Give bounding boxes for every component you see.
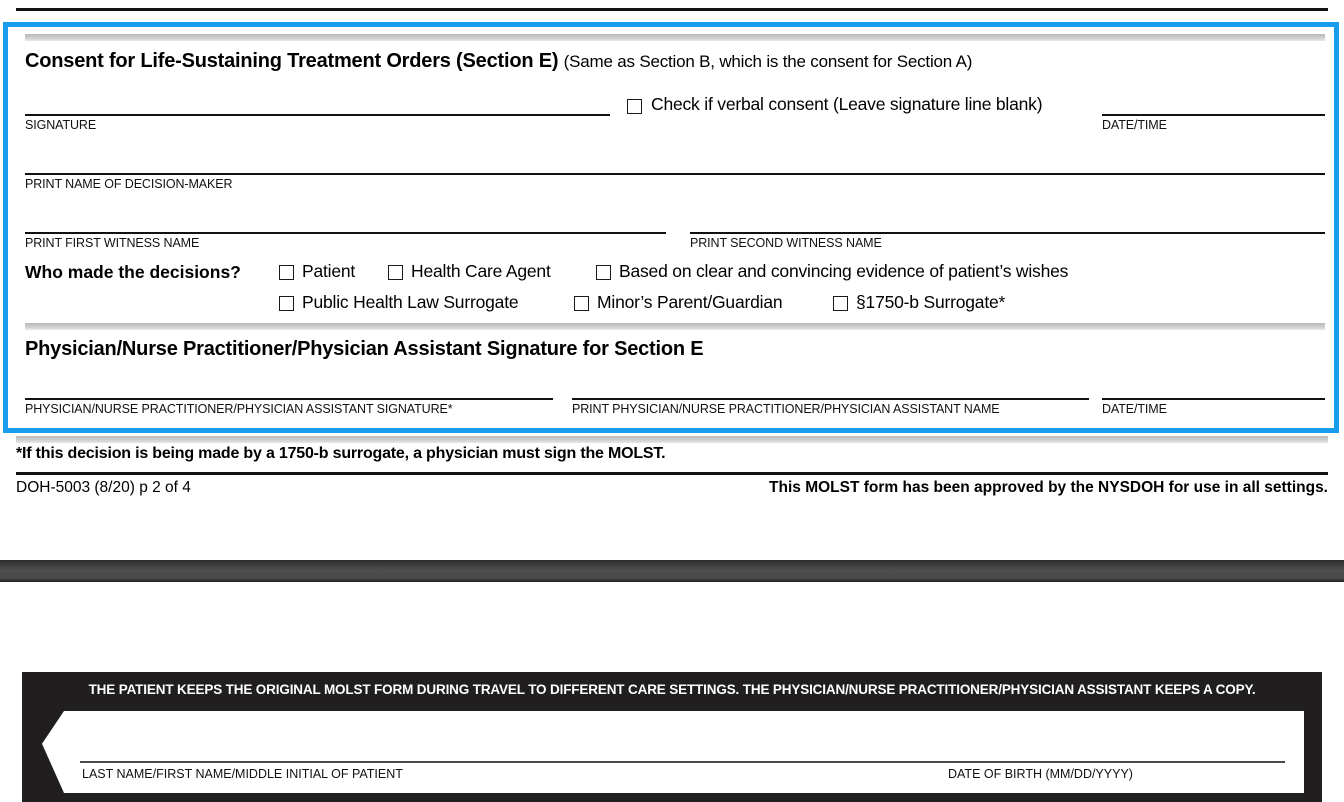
provider-print-name-caption: PRINT PHYSICIAN/NURSE PRACTITIONER/PHYSICIAN ASSISTANT NAME bbox=[572, 402, 1000, 416]
section-divider-bar-top bbox=[25, 34, 1325, 41]
checkbox-1750b-surrogate[interactable] bbox=[833, 296, 848, 311]
verbal-consent-checkbox[interactable] bbox=[627, 99, 642, 114]
section-divider-bar-bottom bbox=[16, 436, 1328, 443]
label-clear-and-convincing-evidence: Based on clear and convincing evidence of patient’s wishes bbox=[619, 261, 1069, 281]
section-e-title bbox=[25, 50, 972, 73]
checkbox-public-health-law-surrogate[interactable] bbox=[279, 296, 294, 311]
patient-identification-line[interactable] bbox=[80, 761, 1285, 763]
decision-maker-name-caption: PRINT NAME OF DECISION-MAKER bbox=[25, 177, 233, 191]
page-top-divider-rule bbox=[16, 8, 1328, 11]
surrogate-footnote: *If this decision is being made by a 1750-b surrogate, a physician must sign the MOLST. bbox=[16, 445, 666, 462]
provider-signature-caption: PHYSICIAN/NURSE PRACTITIONER/PHYSICIAN ASSISTANT SIGNATURE* bbox=[25, 402, 453, 416]
checkbox-health-care-agent[interactable] bbox=[388, 265, 403, 280]
molst-page-3-fragment bbox=[0, 582, 1344, 802]
consent-datetime-line[interactable] bbox=[1102, 114, 1325, 116]
label-1750b-surrogate: §1750-b Surrogate* bbox=[856, 292, 1006, 312]
footer-divider-rule bbox=[16, 472, 1328, 475]
travel-notice-banner: THE PATIENT KEEPS THE ORIGINAL MOLST FORM DURING TRAVEL TO DIFFERENT CARE SETTINGS. THE PHYSICIAN/NURSE PRACTITIONER/PHYSICIAN ASSISTANT KEEPS A COPY. bbox=[88, 682, 1256, 697]
travel-notice-box bbox=[22, 672, 1322, 802]
second-witness-name-caption: PRINT SECOND WITNESS NAME bbox=[690, 236, 882, 250]
section-divider-bar-middle bbox=[25, 323, 1325, 330]
patient-dob-caption: DATE OF BIRTH (MM/DD/YYYY) bbox=[948, 767, 1133, 781]
page-separator-band bbox=[0, 560, 1344, 582]
patient-name-caption: LAST NAME/FIRST NAME/MIDDLE INITIAL OF PATIENT bbox=[82, 767, 403, 781]
consent-signature-caption: SIGNATURE bbox=[25, 118, 97, 132]
section-e-title-subtitle: (Same as Section B, which is the consent for Section A) bbox=[563, 52, 973, 71]
label-patient: Patient bbox=[302, 261, 356, 281]
provider-print-name-line[interactable] bbox=[572, 398, 1089, 400]
section-e-sheet bbox=[13, 32, 1329, 423]
label-public-health-law-surrogate: Public Health Law Surrogate bbox=[302, 292, 519, 312]
consent-signature-line[interactable] bbox=[25, 114, 610, 116]
provider-datetime-caption: DATE/TIME bbox=[1102, 402, 1167, 416]
provider-datetime-line[interactable] bbox=[1102, 398, 1325, 400]
section-e-title-main: Consent for Life-Sustaining Treatment Orders (Section E) bbox=[25, 50, 559, 72]
first-witness-name-line[interactable] bbox=[25, 232, 666, 234]
provider-signature-line[interactable] bbox=[25, 398, 553, 400]
consent-datetime-caption: DATE/TIME bbox=[1102, 118, 1167, 132]
verbal-consent-label: Check if verbal consent (Leave signature line blank) bbox=[651, 94, 1043, 114]
who-made-decisions-question: Who made the decisions? bbox=[25, 262, 241, 282]
patient-identification-panel bbox=[42, 711, 1304, 793]
left-arrow-notch-icon bbox=[42, 711, 64, 793]
label-health-care-agent: Health Care Agent bbox=[411, 261, 551, 281]
checkbox-patient[interactable] bbox=[279, 265, 294, 280]
form-id-footer: DOH-5003 (8/20) p 2 of 4 bbox=[16, 479, 191, 496]
checkbox-minors-parent-guardian[interactable] bbox=[574, 296, 589, 311]
section-e-highlight-box bbox=[3, 22, 1339, 433]
first-witness-name-caption: PRINT FIRST WITNESS NAME bbox=[25, 236, 200, 250]
provider-signature-title: Physician/Nurse Practitioner/Physician Assistant Signature for Section E bbox=[25, 338, 704, 360]
checkbox-clear-and-convincing-evidence[interactable] bbox=[596, 265, 611, 280]
decision-maker-name-line[interactable] bbox=[25, 173, 1325, 175]
second-witness-name-line[interactable] bbox=[690, 232, 1325, 234]
approval-footer: This MOLST form has been approved by the NYSDOH for use in all settings. bbox=[769, 479, 1328, 496]
label-minors-parent-guardian: Minor’s Parent/Guardian bbox=[597, 292, 783, 312]
